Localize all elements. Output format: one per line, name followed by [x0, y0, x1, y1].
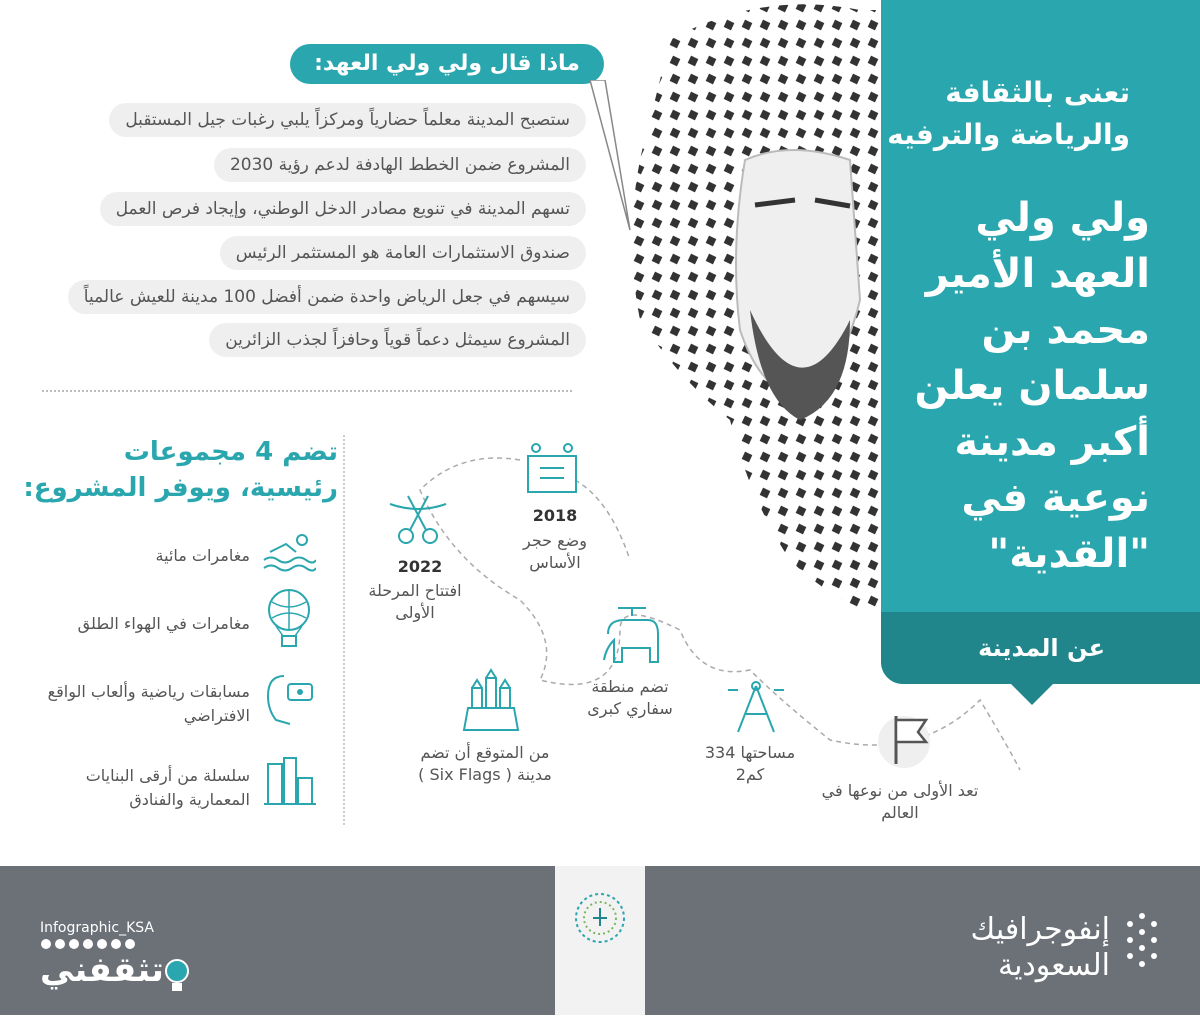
- quote-item: المشروع ضمن الخطط الهادفة لدعم رؤية 2030: [214, 148, 586, 182]
- panel-title: ولي ولي العهد الأمير محمد بن سلمان يعلن أكبر مدينة نوعية في "القدية": [914, 195, 1150, 577]
- vision-2030-emblem-icon: [555, 866, 645, 1015]
- footer-center-panel: [555, 866, 645, 1015]
- buildings-icon: [262, 756, 316, 808]
- section-divider: [42, 390, 572, 392]
- first-text: تعد الأولى من نوعها في العالم: [821, 781, 979, 822]
- safari-text: تضم منطقة سفاري كبرى: [587, 677, 673, 718]
- foundation-stone-icon: [520, 440, 584, 496]
- castle-icon: [458, 668, 524, 734]
- area-text: مساحتها 334 كم2: [704, 743, 796, 784]
- opening-year: [370, 556, 470, 578]
- sixflags-text: من المتوقع أن تضم مدينة ( Six Flags ): [418, 743, 552, 784]
- opening-year-text: 2022: [397, 557, 443, 576]
- ribbon-scissors-icon: [388, 490, 448, 548]
- quote-tail-icon: [585, 80, 645, 240]
- social-icons: [40, 938, 140, 950]
- groups-title: تضم 4 مجموعات رئيسية، ويوفر المشروع:: [23, 437, 338, 503]
- swimmer-icon: [262, 530, 316, 574]
- opening-text: افتتاح المرحلة الأولى: [368, 581, 462, 622]
- foundation-year: [500, 505, 610, 527]
- hot-air-balloon-icon: [262, 588, 316, 648]
- watermark-text: تثقفني: [40, 950, 164, 990]
- foundation-year-text: 2018: [532, 506, 578, 525]
- flag-icon: [888, 712, 932, 768]
- compass-icon: [728, 680, 784, 738]
- quote-item: صندوق الاستثمارات العامة هو المستثمر الرئيس: [220, 236, 586, 270]
- quote-item: المشروع سيمثل دعماً قوياً وحافزاً لجذب الزائرين: [209, 323, 586, 357]
- brand-logo-icon: [1122, 910, 1162, 970]
- foundation-text: وضع حجر الأساس: [523, 531, 587, 572]
- column-divider: [343, 435, 345, 825]
- panel-footer-label: عن المدينة: [978, 634, 1105, 662]
- group-label: مغامرات مائية: [155, 546, 250, 565]
- group-label: مسابقات رياضية وألعاب الواقع الافتراضي: [47, 682, 250, 725]
- vr-headset-icon: [262, 670, 316, 728]
- quote-item: ستصبح المدينة معلماً حضارياً ومركزاً يلبي رغبات جيل المستقبل: [109, 103, 586, 137]
- lightbulb-icon: [160, 955, 194, 995]
- elephant-icon: [598, 604, 666, 666]
- social-handle: Infographic_KSA: [40, 920, 154, 936]
- panel-subtitle: تعنى بالثقافة والرياضة والترفيه: [887, 76, 1130, 151]
- quote-item: تسهم المدينة في تنويع مصادر الدخل الوطني، وإيجاد فرص العمل: [100, 192, 586, 226]
- brand-name: إنفوجرافيك السعودية: [970, 912, 1110, 983]
- group-label: سلسلة من أرقى البنايات المعمارية والفنادق: [85, 766, 250, 809]
- quote-item: سيسهم في جعل الرياض واحدة ضمن أفضل 100 مدينة للعيش عالمياً: [68, 280, 586, 314]
- group-label: مغامرات في الهواء الطلق: [77, 614, 250, 633]
- quote-header: ماذا قال ولي ولي العهد:: [290, 44, 604, 84]
